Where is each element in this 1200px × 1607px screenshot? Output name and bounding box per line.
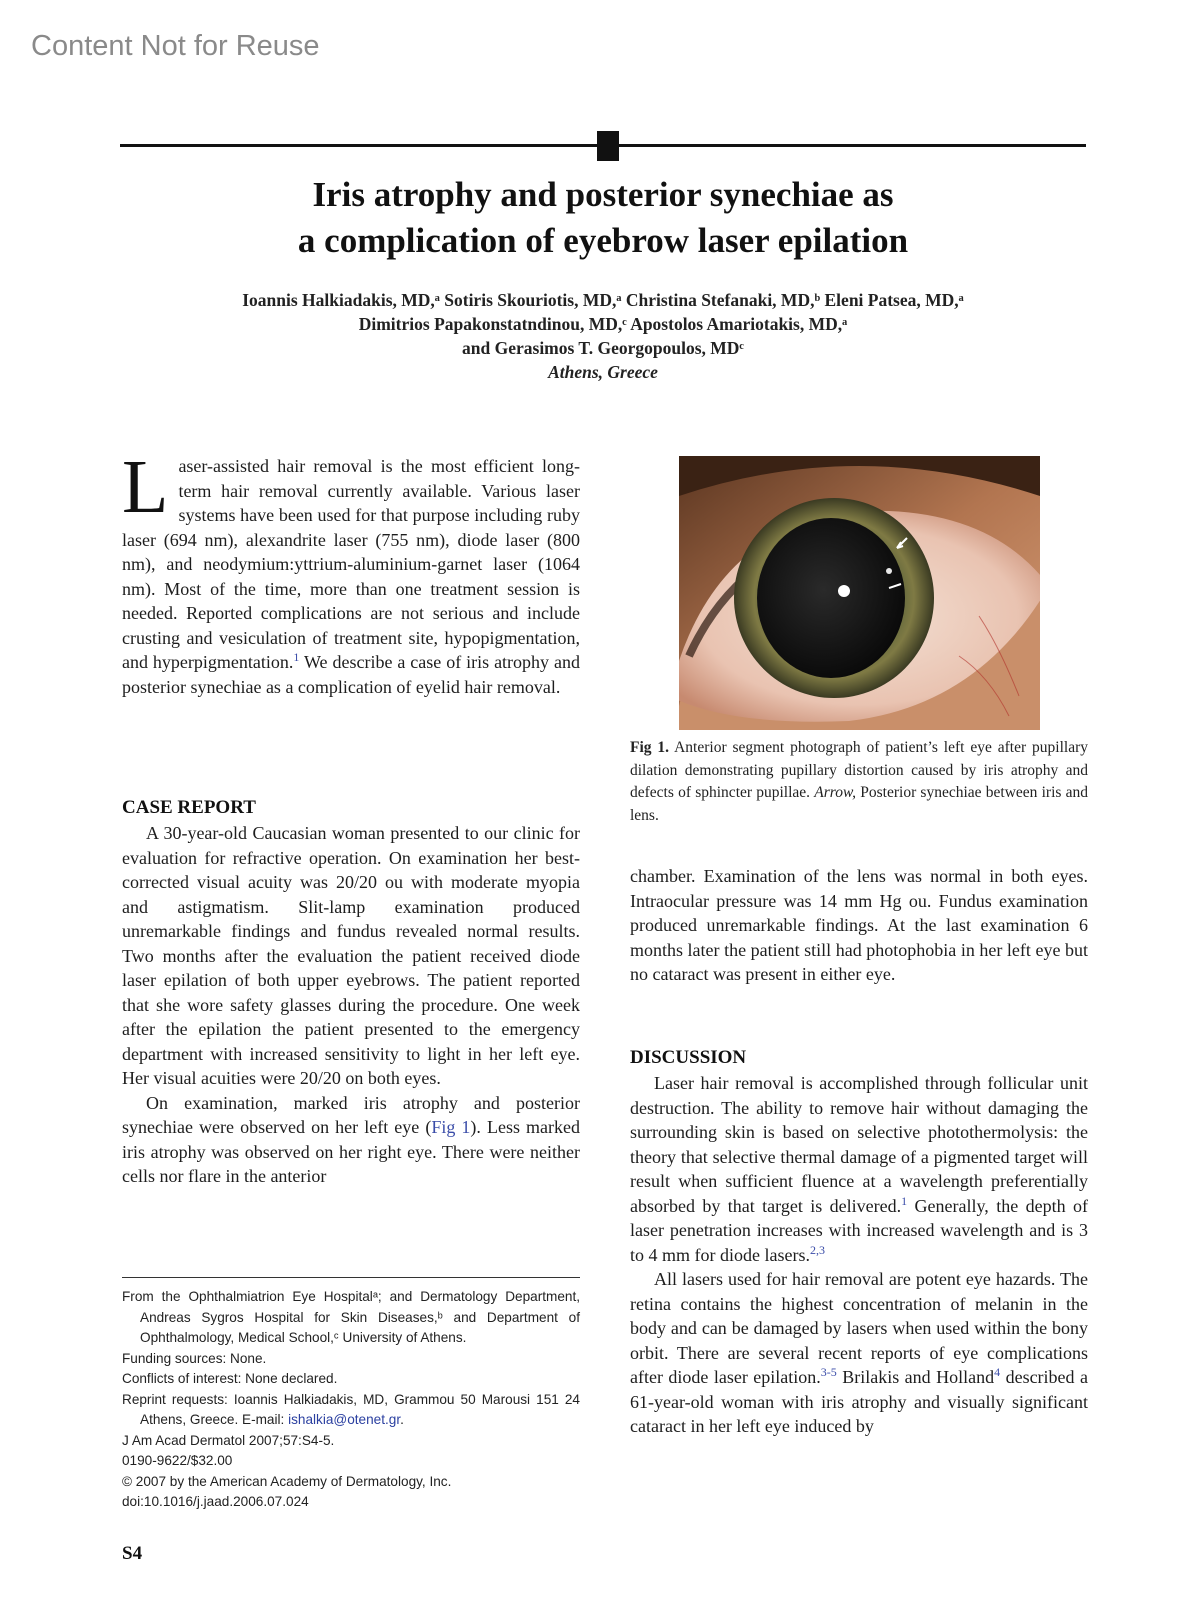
drop-cap: L [122,445,169,529]
reprint-end: . [400,1412,404,1427]
watermark: Content Not for Reuse [31,30,320,62]
footnote-funding: Funding sources: None. [122,1350,267,1366]
reference-link[interactable]: 3-5 [820,1365,837,1379]
discussion-paragraph-2 [630,1267,1088,1439]
discussion-paragraph-1 [630,1071,1088,1267]
authors-line-3: and Gerasimos T. Georgopoulos, MDᶜ [462,338,744,358]
footnote-copyright: © 2007 by the American Academy of Dermatology, Inc. [122,1473,452,1489]
case-report-paragraph-2 [122,1091,580,1189]
reference-link[interactable]: 2,3 [809,1242,825,1257]
case-continued-paragraph: chamber. Examination of the lens was normal in both eyes. Intraocular pressure was 14 mm Hg ou. Fundus examination produced unremarkable findings. At the last examination 6 months later the patient still had photophobia in her left eye but no cataract was present in either eye. [630,866,1088,984]
disc-p2-text-b: Brilakis and Holland [836,1367,995,1387]
reprint-text: Reprint requests: Ioannis Halkiadakis, MD, Grammou 50 Marousi 151 24 Athens, Greece. E-mail: [122,1391,580,1427]
case-report-continued [630,864,1088,987]
intro-text-b: We describe a case of iris atrophy and posterior synechiae as a complication of eyelid hair removal. [122,652,580,697]
case-report-heading: CASE REPORT [122,797,256,818]
discussion-heading: DISCUSSION [630,1047,747,1068]
authors-line-2: Dimitrios Papakonstatndinou, MD,ᶜ Apostolos Amariotakis, MD,ᵃ [358,314,848,334]
disc-p1-text-a: Laser hair removal is accomplished through follicular unit destruction. The ability to remove hair without damaging the surrounding skin is based on selective photothermolysis: the theory that selective thermal damage of a pigmented target will result when sufficient fluence at a wavelength preferentially absorbed by that target is delivered. [630,1073,1088,1216]
title-line-2: a complication of eyebrow laser epilation [297,221,909,260]
footnote-reprint [122,1390,580,1431]
reference-link[interactable]: 1 [293,650,300,664]
case-p2-text-a: On examination, marked iris atrophy and posterior synechiae were observed on her left eye ( [122,1092,580,1137]
footnote-doi: doi:10.1016/j.jaad.2006.07.024 [122,1494,309,1509]
case-p2-text-b: ). Less marked iris atrophy was observed on her right eye. There were neither cells nor flare in the anterior [122,1117,580,1186]
eye-illustration [679,456,1040,730]
article-title [120,172,1086,264]
footnotes [122,1287,580,1513]
eye-photograph [679,456,1040,730]
case-report-paragraph-1: A 30-year-old Caucasian woman presented to our clinic for evaluation for refractive operation. On examination her best-corrected visual acuity was 20/20 ou with moderate myopia and astigmatism. Slit-lamp examination produced unremarkable findings and fundus revealed normal results. Two months after the evaluation the patient received diode laser epilation of both upper eyebrows. The patient reported that she wore safety glasses during the procedure. One week after the epilation the patient presented to the emergency department with increased sensitivity to light in her left eye. Her visual acuities were 20/20 on both eyes. [122,823,580,1088]
figure-caption [630,737,1088,827]
disc-p1-text-b: Generally, the depth of laser penetration increases with increased wavelength and is 3 to 4 mm for diode lasers. [630,1195,1088,1265]
authors-line-1: Ioannis Halkiadakis, MD,ᵃ Sotiris Skouriotis, MD,ᵃ Christina Stefanaki, MD,ᵇ Eleni Patsea, MD,ᵃ [242,290,964,310]
author-list [120,288,1086,384]
caption-arrow: Arrow, [814,784,857,801]
reference-link[interactable]: 4 [994,1365,1001,1379]
footnote-affiliations: From the Ophthalmiatrion Eye Hospitalᵃ; and Dermatology Department, Andreas Sygros Hospital for Skin Diseases,ᵇ and Department of Ophthalmology, Medical School,ᶜ University of Athens. [122,1289,580,1345]
intro-paragraph [122,445,580,699]
header-rule-marker [597,131,619,161]
disc-p2-text-a: All lasers used for hair removal are potent eye hazards. The retina contains the highest concentration of melanin in the body and can be damaged by lasers when used within the bony orbit. There are several recent reports of eye complications after diode laser epilation. [630,1269,1088,1387]
caption-text-a: Anterior segment photograph of patient’s left eye after pupillary dilation demonstrating pupillary distortion caused by iris atrophy and defects of sphincter pupillae. [630,739,1088,801]
footnote-journal: J Am Acad Dermatol 2007;57:S4-5. [122,1432,335,1448]
caption-text-b: Posterior synechiae between iris and lens. [630,784,1088,824]
reference-link[interactable]: 1 [901,1193,908,1208]
page-number: S4 [122,1543,143,1564]
email-link[interactable]: ishalkia@otenet.gr [288,1412,401,1427]
footnote-issn: 0190-9622/$32.00 [122,1453,233,1468]
footnote-rule [122,1277,580,1278]
author-location: Athens, Greece [548,362,658,382]
case-report-section [122,795,580,1189]
figure-link[interactable]: Fig 1 [431,1117,471,1137]
intro-text-a: aser-assisted hair removal is the most efficient long-term hair removal currently available. Various laser systems have been used for that purpose including ruby laser (694 nm), alexandrite laser (755 nm), diode laser (800 nm), and neodymium:yttrium-aluminium-garnet laser (1064 nm). Most of the time, more than one treatment session is needed. Reported complications are not serious and include crusting and vesiculation of treatment site, hypopigmentation, and hyperpigmentation. [122,456,580,672]
disc-p2-text-c: described a 61-year-old woman with iris atrophy and visually significant cataract in her left eye induced by [630,1367,1088,1436]
footnote-conflicts: Conflicts of interest: None declared. [122,1371,338,1386]
title-line-1: Iris atrophy and posterior synechiae as [312,175,894,214]
caption-label: Fig 1. [630,739,670,756]
discussion-section [630,1045,1088,1439]
